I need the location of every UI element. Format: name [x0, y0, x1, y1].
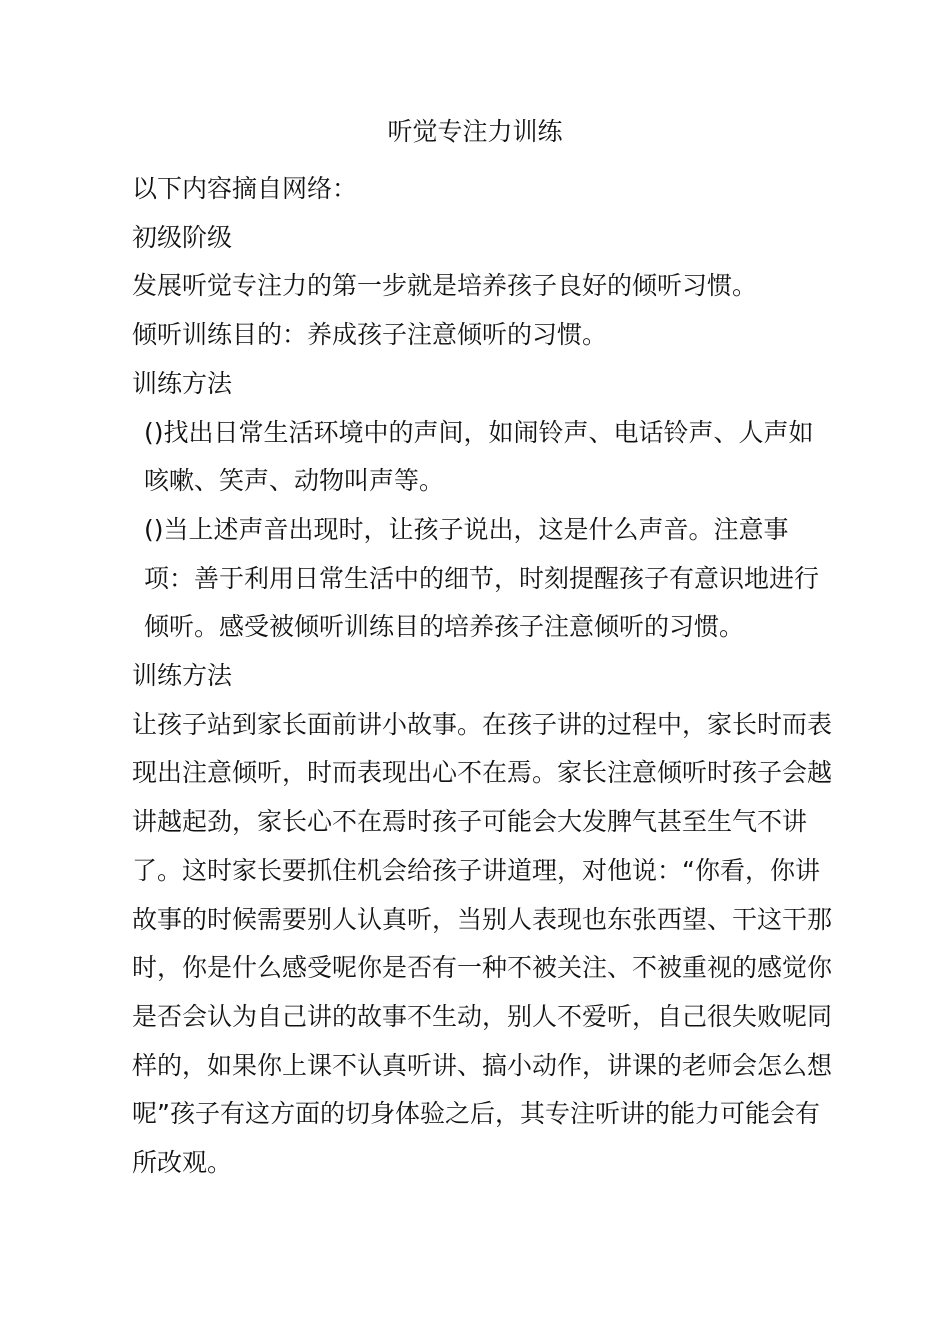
paragraph-method-item-1: ()找出日常生活环境中的声间，如闹铃声、电话铃声、人声如咳嗽、笑声、动物叫声等。: [144, 417, 814, 496]
paragraph-method-item-2: ()当上述声音出现时，让孩子说出，这是什么声音。注意事项：善于利用日常生活中的细节，时刻提醒孩子有意识地进行倾听。感受被倾听训练目的培养孩子注意倾听的习惯。: [144, 514, 820, 642]
paragraph-method-heading: 训练方法: [132, 368, 233, 398]
document-body: [132, 165, 832, 1188]
paragraph-first-step: 发展听觉专注力的第一步就是培养孩子良好的倾听习惯。: [132, 271, 758, 301]
document-title: 听觉专注力训练: [387, 117, 563, 146]
paragraph-source-note: 以下内容摘自网络：: [132, 174, 358, 203]
paragraph-story-exercise: 让孩子站到家长面前讲小故事。在孩子讲的过程中，家长时而表现出注意倾听，时而表现出心不在焉。家长注意倾听时孩子会越讲越起劲，家长心不在焉时孩子可能会大发脾气甚至生气不讲了。这时家长要抓住机会给孩子讲道理，对他说：“你看，你讲故事的时候需要别人认真听，当别人表现也东张西望、干这干那时，你是什么感受呢你是否有一种不被关注、不被重视的感觉你是否会认为自己讲的故事不生动，别人不爱听，自己很失败呢同样的，如果你上课不认真听讲、搞小动作，讲课的老师会怎么想呢”孩子有这方面的切身体验之后，其专注听讲的能力可能会有所改观。: [132, 709, 833, 1178]
paragraph-training-goal: 倾听训练目的：养成孩子注意倾听的习惯。: [132, 320, 608, 350]
paragraph-method-heading-2: 训练方法: [132, 661, 233, 691]
paragraph-stage-heading: 初级阶级: [132, 222, 233, 252]
